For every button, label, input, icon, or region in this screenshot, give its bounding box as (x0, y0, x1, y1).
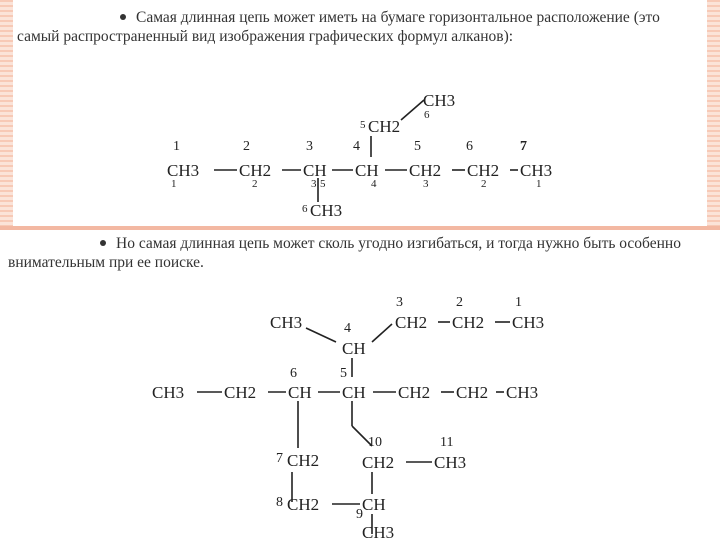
chain-group: CH2 (395, 313, 428, 332)
carbon-number: 3 (396, 295, 403, 310)
branch-group: CH2 (368, 117, 401, 136)
carbon-number: 3 (311, 178, 317, 190)
decorative-stripe-right (707, 0, 720, 228)
branch-group: CH3 (423, 91, 456, 110)
chain-group: CH2 (362, 453, 395, 472)
carbon-number: 9 (356, 507, 363, 522)
chain-group: CH (288, 383, 312, 402)
chain-group: CH2 (287, 495, 320, 514)
chain-group: CH2 (398, 383, 431, 402)
bullet-icon (120, 14, 126, 20)
paragraph-bent-chain (8, 234, 698, 272)
branch-group: CH3 (310, 201, 343, 220)
chain-group: CH3 (512, 313, 545, 332)
carbon-number: 7 (276, 451, 283, 466)
carbon-number: 5 (320, 178, 326, 190)
paragraph-text: Самая длинная цепь может иметь на бумаге горизонтальное расположение (это самый распространенный вид изображения графических формул алканов): (17, 9, 660, 45)
carbon-number: 6 (466, 139, 473, 154)
carbon-number: 2 (481, 178, 487, 190)
carbon-number: 6 (424, 109, 430, 121)
chain-group: CH2 (239, 161, 272, 180)
chain-group: CH2 (452, 313, 485, 332)
chain-group: CH3 (434, 453, 467, 472)
carbon-number: 5 (360, 119, 366, 131)
decorative-stripe-left (0, 0, 13, 228)
carbon-number: 2 (252, 178, 258, 190)
structural-formula-2 (0, 280, 720, 540)
carbon-number: 6 (302, 203, 308, 215)
carbon-number: 1 (515, 295, 522, 310)
carbon-number: 1 (171, 178, 177, 190)
chain-group: CH3 (167, 161, 200, 180)
carbon-number: 3 (423, 178, 429, 190)
structural-formula-1 (13, 86, 707, 226)
chain-group: CH2 (467, 161, 500, 180)
chain-group: CH3 (152, 383, 185, 402)
bond (401, 100, 424, 120)
carbon-number: 5 (414, 139, 421, 154)
chain-group: CH2 (456, 383, 489, 402)
carbon-number: 7 (520, 139, 527, 154)
chain-group: CH3 (362, 523, 395, 540)
carbon-number: 3 (306, 139, 313, 154)
carbon-number: 4 (353, 139, 360, 154)
chain-group: CH (342, 383, 366, 402)
carbon-number: 4 (371, 178, 377, 190)
carbon-number: 2 (243, 139, 250, 154)
carbon-number: 1 (173, 139, 180, 154)
bullet-icon (100, 240, 106, 246)
lower-slide-section (0, 230, 720, 540)
chain-group: CH2 (409, 161, 442, 180)
chain-group: CH3 (520, 161, 553, 180)
bond (372, 324, 392, 342)
carbon-number: 6 (290, 366, 297, 381)
paragraph-text: Но самая длинная цепь может сколь угодно изгибаться, и тогда нужно быть особенно внимательным при ее поиске. (8, 235, 681, 271)
chain-group: CH2 (224, 383, 257, 402)
chain-group: CH3 (270, 313, 303, 332)
carbon-number: 4 (344, 321, 351, 336)
carbon-number: 1 (536, 178, 542, 190)
carbon-number: 10 (368, 435, 382, 450)
chain-group: CH (303, 161, 327, 180)
carbon-number: 11 (440, 435, 454, 450)
carbon-number: 5 (340, 366, 347, 381)
paragraph-horizontal-chain (17, 8, 703, 46)
chain-group: CH (342, 339, 366, 358)
chain-group: CH2 (287, 451, 320, 470)
chain-group: CH3 (506, 383, 539, 402)
carbon-number: 2 (456, 295, 463, 310)
upper-slide-section (13, 0, 707, 226)
chain-group: CH (362, 495, 386, 514)
carbon-number: 8 (276, 495, 283, 510)
chain-group: CH (355, 161, 379, 180)
bond (306, 328, 336, 342)
